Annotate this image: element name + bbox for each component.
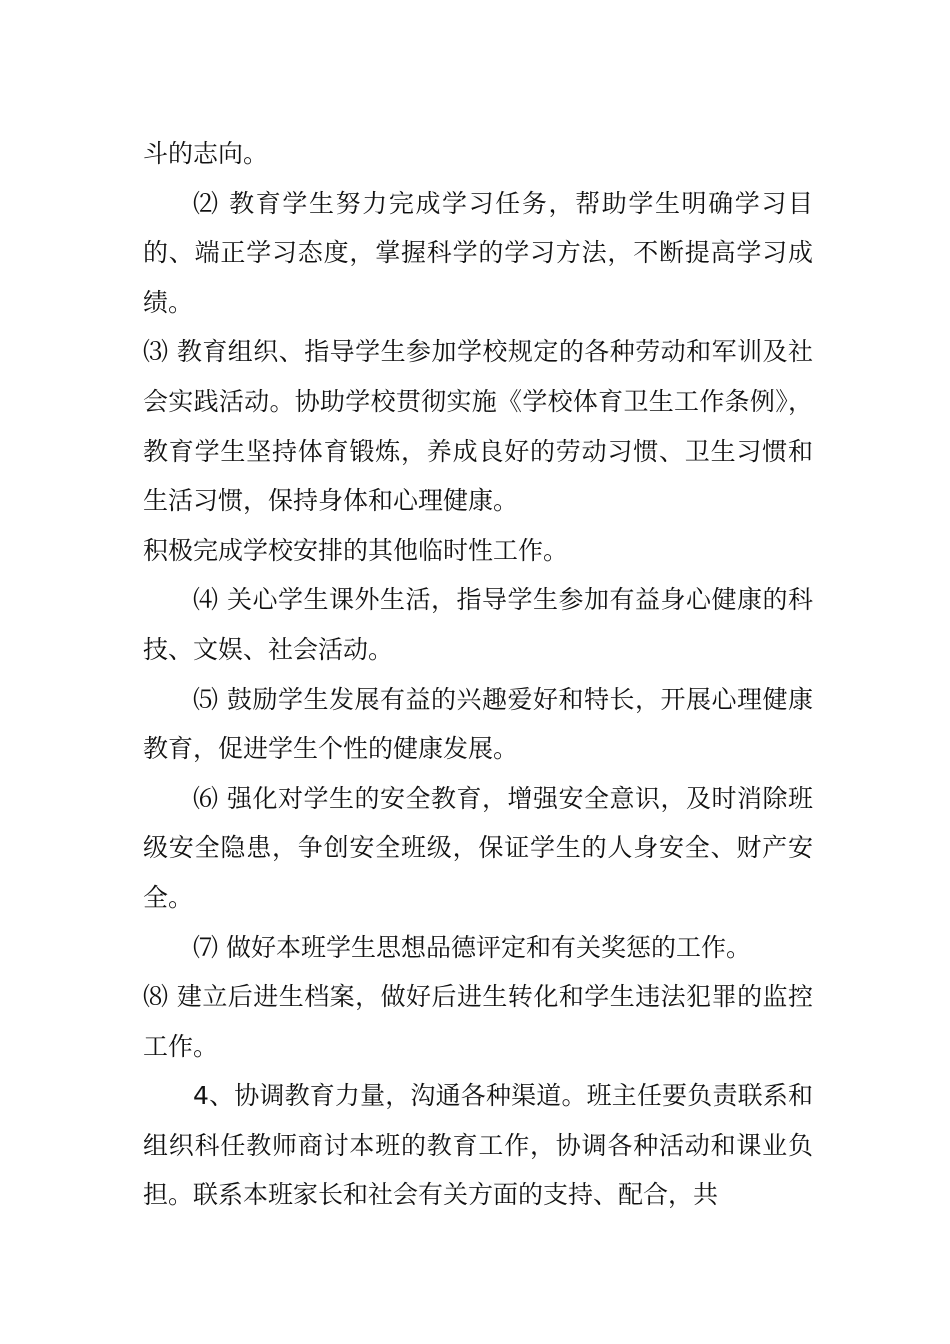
paragraph: ⑵ 教育学生努力完成学习任务，帮助学生明确学习目的、端正学习态度，掌握科学的学习方法，不断提高学习成绩。 [143, 188, 813, 317]
paragraph: 斗的志向。 [143, 139, 269, 168]
paragraph: ⑶ 教育组织、指导学生参加学校规定的各种劳动和军训及社会实践活动。协助学校贯彻实施《学校体育卫生工作条例》，教育学生坚持体育锻炼，养成良好的劳动习惯、卫生习惯和生活习惯，保持身体和心理健康。 [143, 337, 813, 516]
paragraph: ⑹ 强化对学生的安全教育，增强安全意识，及时消除班级安全隐患，争创安全班级，保证学生的人身安全、财产安全。 [143, 783, 813, 912]
paragraph: ⑻ 建立后进生档案，做好后进生转化和学生违法犯罪的监控工作。 [143, 982, 813, 1061]
document-body [143, 129, 813, 1220]
paragraph: ⑷ 关心学生课外生活，指导学生参加有益身心健康的科技、文娱、社会活动。 [143, 585, 813, 664]
paragraph: ⑸ 鼓励学生发展有益的兴趣爱好和特长，开展心理健康教育，促进学生个性的健康发展。 [143, 684, 813, 764]
paragraph: 4、协调教育力量，沟通各种渠道。班主任要负责联系和组织科任教师商讨本班的教育工作，协调各种活动和课业负担。联系本班家长和社会有关方面的支持、配合，共 [143, 1081, 813, 1210]
paragraph: 积极完成学校安排的其他临时性工作。 [143, 535, 569, 565]
paragraph: ⑺ 做好本班学生思想品德评定和有关奖惩的工作。 [193, 932, 751, 962]
